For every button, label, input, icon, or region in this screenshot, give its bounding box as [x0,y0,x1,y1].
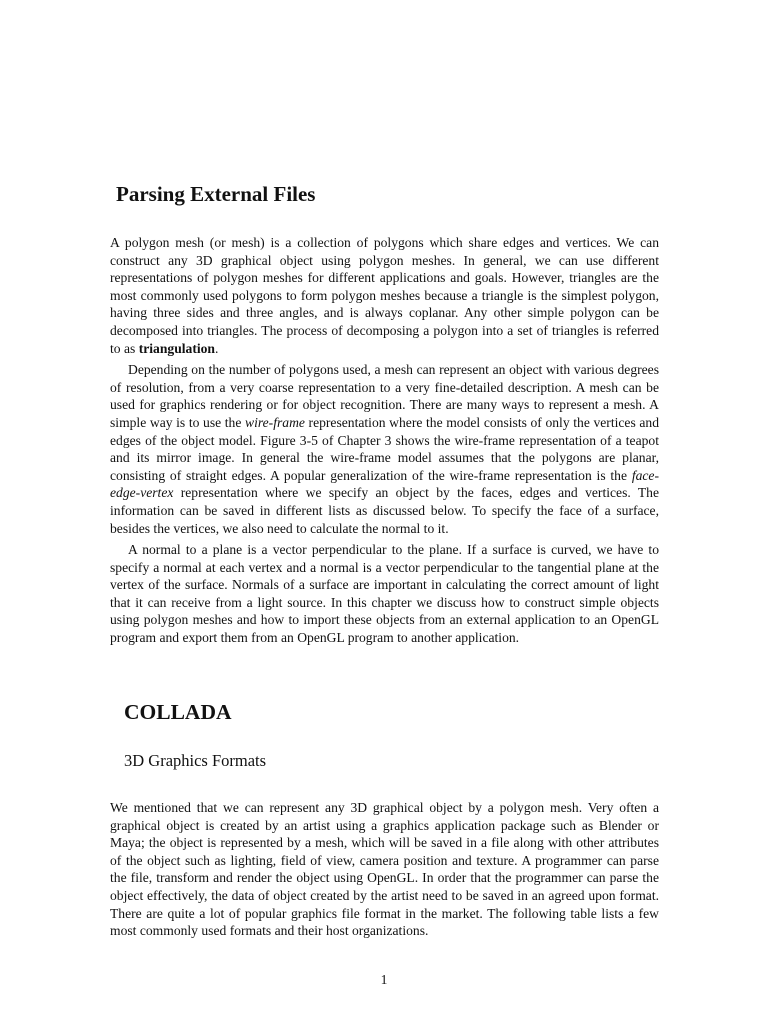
term-face-edge-vertex: face-edge-vertex [110,467,659,501]
term-triangulation: triangulation [138,340,215,356]
collada-heading: COLLADA [124,700,232,724]
paragraph-graphics-formats [110,799,659,940]
term-wire-frame: wire-frame [245,414,305,430]
paragraph-text: A polygon mesh (or mesh) is a collection of polygons which share edges and vertices. We can construct any 3D graphical object using polygon meshes. In general, we can use different representations of polygon meshes for different applications and goals. However, triangles are the most commonly used polygons to form polygon meshes because a triangle is the simplest polygon, having three sides and three angles, and is always coplanar. Any other simple polygon can be decomposed into triangles. The process of decomposing a polygon into a set of triangles is referred to as [110,235,659,356]
page-number: 1 [380,972,388,987]
paragraph-text: representation where the model consists of only the vertices and edges of the object model. Figure 3-5 of Chapter 3 shows the wire-frame representation of a teapot and its mirror image. In general the wire-frame model assumes that the polygons are planar, consisting of straight edges. A popular generalization of the wire-frame representation is the [110,414,659,483]
graphics-formats-subheading: 3D Graphics Formats [124,751,267,770]
paragraph-text: . [215,340,219,356]
paragraph-text: representation where we specify an object by the faces, edges and vertices. The information can be saved in different lists as discussed below. To specify the face of a surface, besides the vertices, we also need to calculate the normal to it. [110,485,659,536]
paragraph-text: A normal to a plane is a vector perpendicular to the plane. If a surface is curved, we have to specify a normal at each vertex and a normal is a vector perpendicular to the tangential plane at the vertex of the surface. Normals of a surface are important in calculating the correct amount of light that it can receive from a light source. In this chapter we discuss how to construct simple objects using polygon meshes and how to import these objects from an external application to an OpenGL program and export them from an OpenGL program to another application. [110,542,659,646]
paragraph-text: We mentioned that we can represent any 3D graphical object by a polygon mesh. Very often a graphical object is created by an artist using a graphics application package such as Blender or Maya; the object is represented by a mesh, which will be saved in a file along with other attributes of the object such as lighting, field of view, camera position and texture. A programmer can parse the file, transform and render the object using OpenGL. In order that the programmer can parse the object effectively, the data of object created by the artist need to be saved in an agreed upon format. There are quite a lot of popular graphics file format in the market. The following table lists a few most commonly used formats and their host organizations. [110,800,659,939]
section-heading: Parsing External Files [116,182,316,206]
paragraph-normals [110,541,659,647]
paragraph-mesh-resolution [110,361,659,537]
section-body [110,234,659,647]
collada-body [110,799,659,940]
paragraph-mesh-definition [110,234,659,357]
paragraph-text: Depending on the number of polygons used, a mesh can represent an object with various degrees of resolution, from a very coarse representation to a very fine-detailed description. A mesh can be used for graphics rendering or for object recognition. There are many ways to represent a mesh. A simple way is to use the [110,362,659,430]
